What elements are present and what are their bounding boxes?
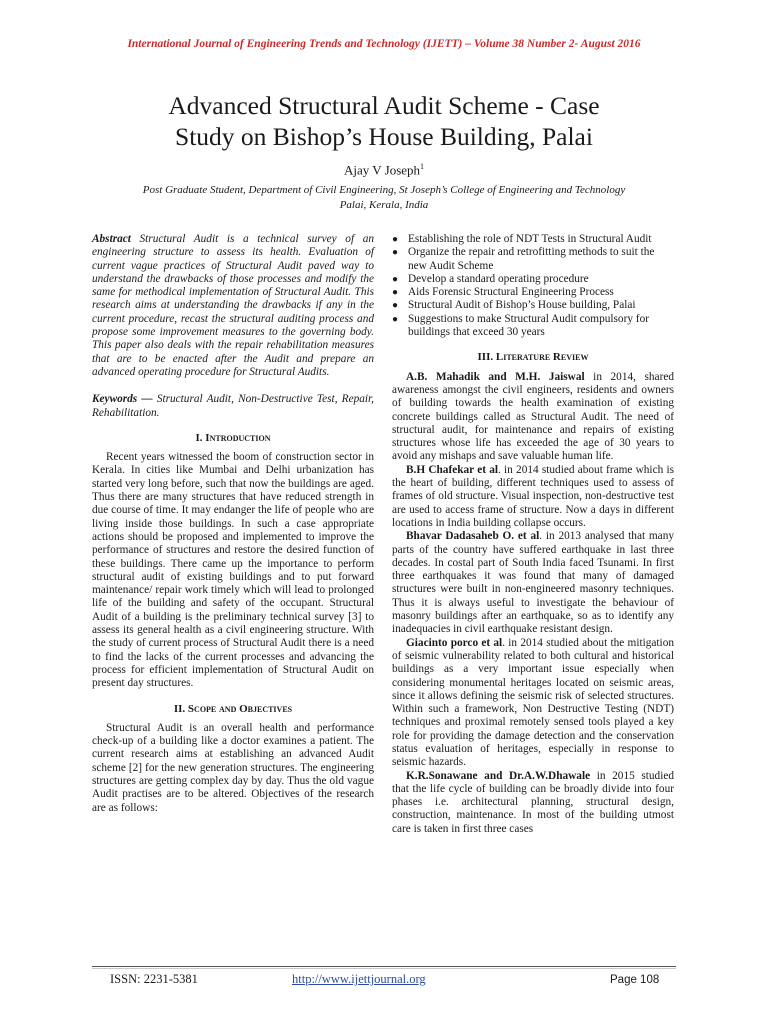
section-number: II.	[173, 702, 188, 715]
bullet-icon: ●	[392, 313, 399, 325]
section-number: III.	[477, 351, 496, 364]
list-item-text: Establishing the role of NDT Tests in Structural Audit	[408, 233, 652, 245]
objectives-list	[392, 233, 674, 339]
title-line-1: Advanced Structural Audit Scheme - Case	[168, 91, 600, 120]
affiliation-line-1: Post Graduate Student, Department of Civil Engineering, St Joseph’s College of Engineering and Technology	[142, 184, 626, 196]
keywords-label: Keywords —	[92, 393, 153, 406]
literature-entry	[392, 371, 674, 464]
right-column	[392, 233, 674, 836]
literature-entry	[392, 530, 674, 636]
section-title: Scope and Objectives	[187, 702, 293, 715]
footer-journal-link[interactable]: http://www.ijettjournal.org	[292, 972, 426, 986]
keywords-text: Structural Audit, Non-Destructive Test, Repair, Rehabilitation.	[92, 393, 374, 419]
section-title: Literature Review	[495, 351, 589, 364]
list-item	[392, 299, 674, 312]
cited-authors: Bhavar Dadasaheb O. et al	[406, 530, 540, 543]
list-item-text: Develop a standard operating procedure	[408, 272, 589, 285]
section-heading-scope	[92, 703, 374, 716]
bullet-icon: ●	[392, 287, 399, 299]
list-item	[392, 273, 674, 286]
abstract-text: Structural Audit is a technical survey of an engineering structure to assess its health. Evaluation of current vague practices of Structural Audit paved way to understand the drawbacks of those processes and modify the same for methodical implementation of Structural Audit. This research aims at understanding the drawbacks if any in the current procedure, recast the structural auditing process and propose some improvement measures to the governing body. This paper also deals with the repair rehabilitation measures that are to be enacted after the Audit and prepare an advanced operating procedure for Structural Audits.	[92, 233, 374, 378]
affiliation-line-2: Palai, Kerala, India	[339, 199, 429, 211]
author-superscript: 1	[420, 162, 425, 171]
list-item	[392, 246, 674, 273]
bullet-icon: ●	[392, 273, 399, 285]
entry-text: in 2015 studied that the life cycle of building can be broadly divide into four phases i.e. architectural planning, structural design, construction, maintenance. In most of the building utmost care is taken in first three cases	[392, 769, 674, 835]
cited-authors: B.H Chafekar et al	[406, 463, 498, 476]
literature-entry	[392, 770, 674, 836]
author-name: Ajay V Joseph	[343, 162, 421, 178]
cited-authors: K.R.Sonawane and Dr.A.W.Dhawale	[406, 769, 591, 782]
section-title: Introduction	[205, 431, 271, 444]
cited-authors: A.B. Mahadik and M.H. Jaiswal	[406, 370, 585, 383]
paper-title	[60, 90, 708, 152]
bullet-icon: ●	[392, 300, 399, 312]
entry-text: in 2014, shared awareness amongst the civil engineers, residents and owners of building towards the health examination of existing concrete buildings called as Structural Audit. The need of structural audit, for maintenance and repairs of existing structures whose life has exceeded the age of 30 years to avoid any mishaps and save valuable human life.	[392, 370, 674, 463]
list-item	[392, 286, 674, 299]
section-number: I.	[195, 431, 206, 444]
list-item-text: Organize the repair and retrofitting methods to suit the new Audit Scheme	[408, 246, 655, 272]
title-line-2: Study on Bishop’s House Building, Palai	[175, 122, 593, 151]
literature-entry	[392, 637, 674, 770]
introduction-paragraph: Recent years witnessed the boom of construction sector in Kerala. In cities like Mumbai and Delhi urbanization has started very long before, such that now the buildings are aged. Thus there are many structures that have reduced strength in due course of time. It may endanger the life of people who are living inside those buildings. In such a case appropriate actions should be proposed and implemented to improve the performance of structures and restore the desired function of these buildings. There came up the importance to perform structural audit of existing buildings and to put forward maintenance/ repair work timely which will lead to prolonged life of the building and safety of the occupant. Structural Audit of a building is the preliminary technical survey [3] to assess its general health as a civil engineering structure. With the study of current process of Structural Audit there is a need to find the lacks of the current processes and advancing the process for efficient implementation of Structural Audit on present day structures.	[92, 451, 374, 690]
footer-page-number: Page 108	[610, 974, 660, 986]
affiliation	[60, 183, 708, 213]
cited-authors: Giacinto porco et al	[406, 636, 503, 649]
literature-entry	[392, 464, 674, 530]
list-item	[392, 313, 674, 340]
left-column	[92, 233, 374, 815]
list-item-text: Suggestions to make Structural Audit compulsory for buildings that exceed 30 years	[408, 312, 649, 339]
keywords	[92, 393, 374, 420]
abstract	[92, 233, 374, 379]
abstract-label: Abstract	[92, 233, 131, 245]
section-heading-introduction	[92, 432, 374, 445]
section-heading-literature-review	[392, 351, 674, 364]
scope-paragraph: Structural Audit is an overall health and performance check-up of a building like a doctor examines a patient. The current research aims at establishing an advanced Audit scheme [2] for the new generation structures. The engineering structures are getting complex day by day. Thus the old vague Audit practises are to be altered. Objectives of the research are as follows:	[92, 721, 374, 814]
entry-text: . in 2013 analysed that many parts of the country have suffered earthquake in last three decades. In costal part of South India faced Tsunami. In first three earthquakes it was found that many of damaged structures were built in non-engineered masonry techniques. Thus it is always useful to investigate the behaviour of masonry buildings after an earthquake, so as to identify any inadequacies in civil earthquake resistant design.	[392, 530, 674, 636]
list-item	[392, 233, 674, 246]
author	[0, 162, 768, 178]
list-item-text: Structural Audit of Bishop’s House building, Palai	[408, 299, 636, 312]
entry-text: . in 2014 studied about frame which is the heart of building, different techniques used to assess of frames of old structure. Visual inspection, non-destructive test are used to access frame of structure. Now a days in different locations in India building collapse occurs.	[392, 463, 674, 529]
journal-header: International Journal of Engineering Trends and Technology (IJETT) – Volume 38 Number 2- August 2016	[127, 38, 641, 50]
entry-text: . in 2014 studied about the mitigation of seismic vulnerability related to both cultural and historical buildings as a very important issue especially when considering monumental heritages located on seismic areas, since it allows defining the seismic risk of selected structures. Within such a framework, Non Destructive Testing (NDT) techniques and proximal remotely sensed tools played a key role for providing the damage detection and the conservation status evaluation of heritages, especially in response to seismic hazards.	[392, 636, 674, 769]
bullet-icon: ●	[392, 234, 399, 245]
bullet-icon: ●	[392, 247, 399, 259]
footer-divider	[92, 966, 676, 967]
footer-issn: ISSN: 2231-5381	[110, 972, 198, 986]
list-item-text: Aids Forensic Structural Engineering Process	[408, 286, 614, 299]
